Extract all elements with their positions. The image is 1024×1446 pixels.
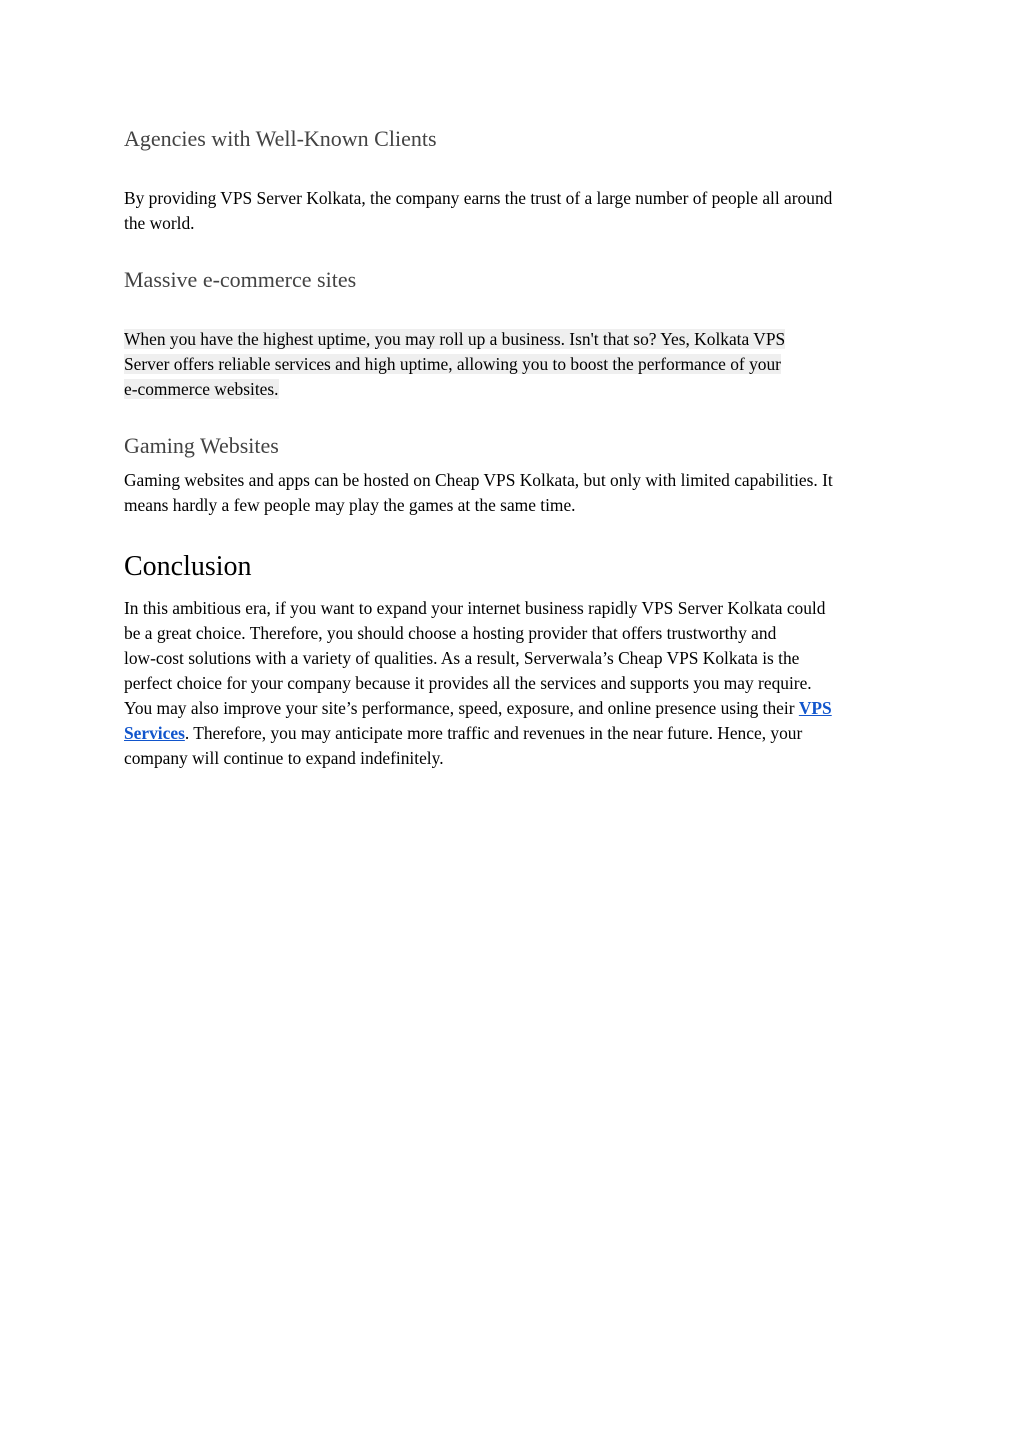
vps-services-link-continued[interactable]: Services [124,723,185,743]
paragraph-line: means hardly a few people may play the games at the same time. [124,495,576,515]
section-gaming [124,432,904,460]
paragraph-line: be a great choice. Therefore, you should choose a hosting provider that offers trustworthy and [124,623,777,643]
paragraph-line [124,696,904,721]
highlighted-line: When you have the highest uptime, you may roll up a business. Isn't that so? Yes, Kolkata VPS [124,329,786,349]
section-conclusion [124,550,904,584]
paragraph-conclusion [124,596,904,771]
paragraph-line [124,721,904,746]
highlighted-line: e-commerce websites. [124,379,279,399]
section-agencies [124,125,904,153]
heading-agencies: Agencies with Well-Known Clients [124,126,437,151]
paragraph-agencies [124,186,904,236]
paragraph-line: By providing VPS Server Kolkata, the company earns the trust of a large number of people all around [124,188,833,208]
paragraph-ecommerce [124,327,904,402]
paragraph-gaming [124,468,904,518]
paragraph-line: low-cost solutions with a variety of qualities. As a result, Serverwala’s Cheap VPS Kolkata is the [124,648,800,668]
paragraph-line: the world. [124,213,195,233]
heading-conclusion: Conclusion [124,551,252,582]
vps-services-link[interactable]: VPS [798,698,832,718]
line-text: You may also improve your site’s performance, speed, exposure, and online presence using their [124,698,799,718]
paragraph-line: In this ambitious era, if you want to expand your internet business rapidly VPS Server Kolkata could [124,598,826,618]
heading-ecommerce: Massive e-commerce sites [124,267,357,292]
section-ecommerce [124,266,904,294]
paragraph-line: perfect choice for your company because it provides all the services and supports you may require. [124,673,812,693]
paragraph-line: Gaming websites and apps can be hosted on Cheap VPS Kolkata, but only with limited capabilities. It [124,470,833,490]
heading-gaming: Gaming Websites [124,433,279,458]
paragraph-line: company will continue to expand indefinitely. [124,748,444,768]
highlighted-line: Server offers reliable services and high uptime, allowing you to boost the performance of your [124,354,781,374]
line-text: . Therefore, you may anticipate more traffic and revenues in the near future. Hence, your [184,723,803,743]
